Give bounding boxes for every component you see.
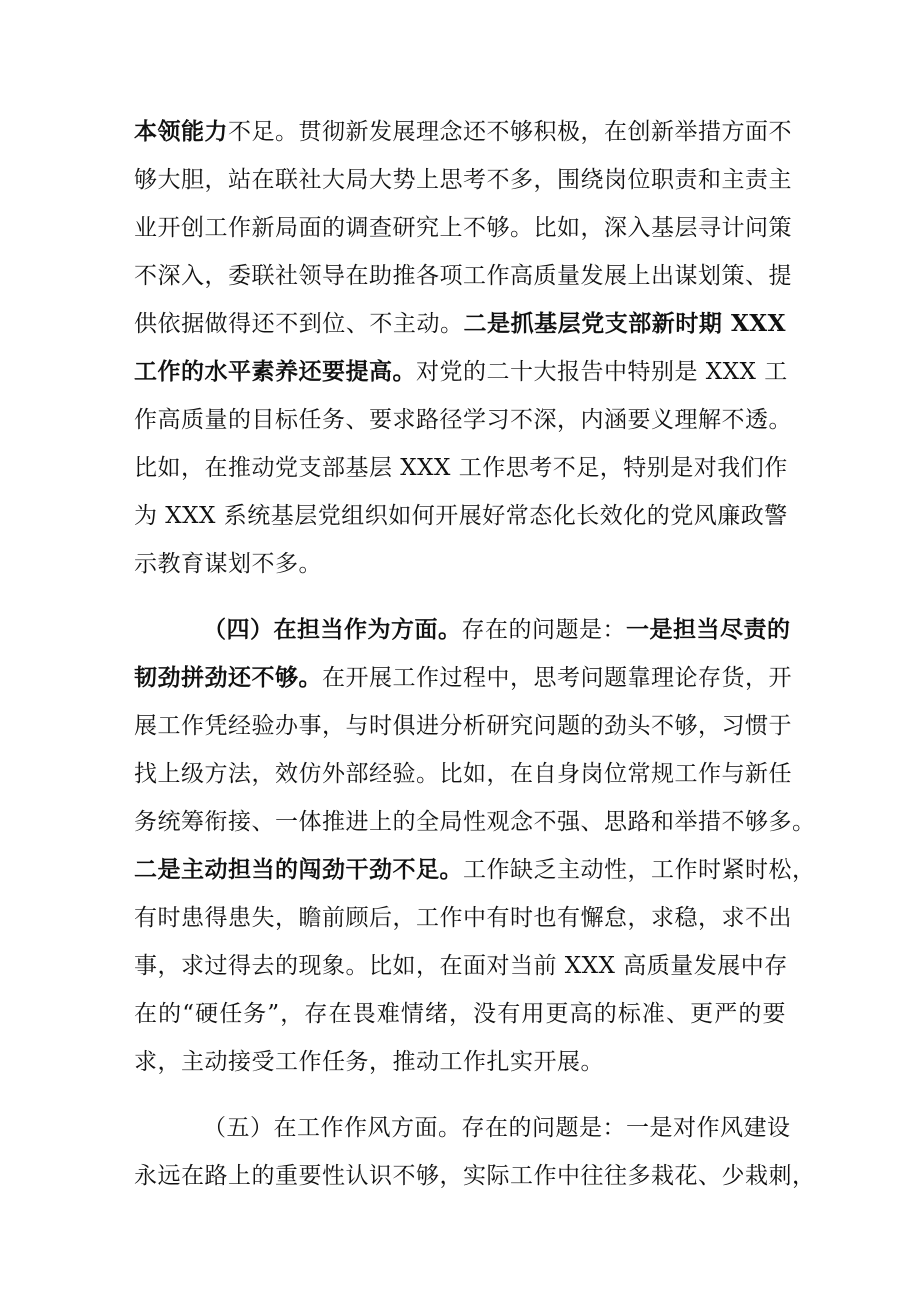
text-run: 供依据做得还不到位、不主动。 bbox=[134, 311, 464, 337]
text-run: 不足。贯彻新发展理念还不够积极，在创新举措方面不 bbox=[228, 119, 792, 145]
text-line bbox=[134, 1038, 786, 1086]
text-line bbox=[134, 1152, 816, 1200]
text-run: 求，主动接受工作任务，推动工作扎实开展。 bbox=[134, 1049, 604, 1075]
text-line bbox=[134, 396, 792, 444]
text-run: 够大胆，站在联社大局大势上思考不多，围绕岗位职责和主责主 bbox=[134, 167, 792, 193]
text-run: 有时患得患失，瞻前顾后，工作中有时也有懈怠，求稳，求不出 bbox=[134, 905, 792, 931]
bold-text-run: （四）在担当作为方面。 bbox=[203, 616, 462, 643]
text-run: 业开创工作新局面的调查研究上不够。比如，深入基层寻计问策 bbox=[134, 215, 792, 241]
bold-text-run: 二是主动担当的闯劲干劲不足。 bbox=[134, 856, 463, 883]
text-line bbox=[134, 846, 816, 894]
text-line bbox=[134, 798, 816, 846]
bold-text-run: 一是担当尽责的 bbox=[626, 616, 791, 643]
text-line bbox=[134, 204, 792, 252]
text-line bbox=[134, 702, 792, 750]
text-run: 在的“硬任务”，存在畏难情绪，没有用更高的标准、更严的要 bbox=[134, 1001, 786, 1027]
text-run: 存在的问题是： bbox=[461, 617, 626, 643]
text-run: 展工作凭经验办事，与时俱进分析研究问题的劲头不够，习惯于 bbox=[134, 713, 792, 739]
text-line bbox=[134, 300, 786, 348]
text-line bbox=[134, 492, 786, 540]
text-line bbox=[134, 156, 792, 204]
text-line bbox=[134, 894, 792, 942]
text-run: 对党的二十大报告中特别是 XXX 工 bbox=[416, 359, 788, 385]
text-run: 在开展工作过程中，思考问题靠理论存货，开 bbox=[322, 665, 792, 691]
text-line bbox=[134, 444, 786, 492]
text-run: 作高质量的目标任务、要求路径学习不深，内涵要义理解不透。 bbox=[134, 407, 792, 433]
text-run: 找上级方法，效仿外部经验。比如，在自身岗位常规工作与新任 bbox=[134, 761, 792, 787]
text-line bbox=[134, 1104, 791, 1152]
text-line bbox=[134, 990, 786, 1038]
text-line bbox=[134, 942, 786, 990]
text-line bbox=[134, 108, 792, 156]
bold-text-run: 工作的水平素养还要提高。 bbox=[134, 358, 416, 385]
text-run: 不深入，委联社领导在助推各项工作高质量发展上出谋划策、提 bbox=[134, 263, 792, 289]
text-run: 事，求过得去的现象。比如，在面对当前 XXX 高质量发展中存 bbox=[134, 953, 788, 979]
text-line bbox=[134, 252, 792, 300]
paragraph-1 bbox=[134, 108, 792, 588]
text-run: 示教育谋划不多。 bbox=[134, 551, 322, 577]
text-line bbox=[134, 348, 786, 396]
bold-text-run: 韧劲拼劲还不够。 bbox=[134, 664, 322, 691]
text-run: （五）在工作作风方面。存在的问题是：一是对作风建设 bbox=[203, 1115, 791, 1141]
text-run: 为 XXX 系统基层党组织如何开展好常态化长效化的党风廉政警 bbox=[134, 503, 788, 529]
paragraph-3-section-five bbox=[134, 1104, 816, 1200]
text-line bbox=[134, 540, 786, 588]
paragraph-2-section-four bbox=[134, 606, 816, 1086]
text-line bbox=[134, 606, 791, 654]
text-run: 永远在路上的重要性认识不够，实际工作中往往多栽花、少栽刺， bbox=[134, 1163, 816, 1189]
bold-text-run: 二是抓基层党支部新时期 XXX bbox=[463, 310, 786, 337]
bold-text-run: 本领能力 bbox=[134, 118, 228, 145]
text-run: 工作缺乏主动性，工作时紧时松， bbox=[463, 857, 816, 883]
text-run: 比如，在推动党支部基层 XXX 工作思考不足，特别是对我们作 bbox=[134, 455, 788, 481]
text-line bbox=[134, 750, 792, 798]
text-run: 务统筹衔接、一体推进上的全局性观念不强、思路和举措不够多。 bbox=[134, 809, 816, 835]
text-line bbox=[134, 654, 792, 702]
